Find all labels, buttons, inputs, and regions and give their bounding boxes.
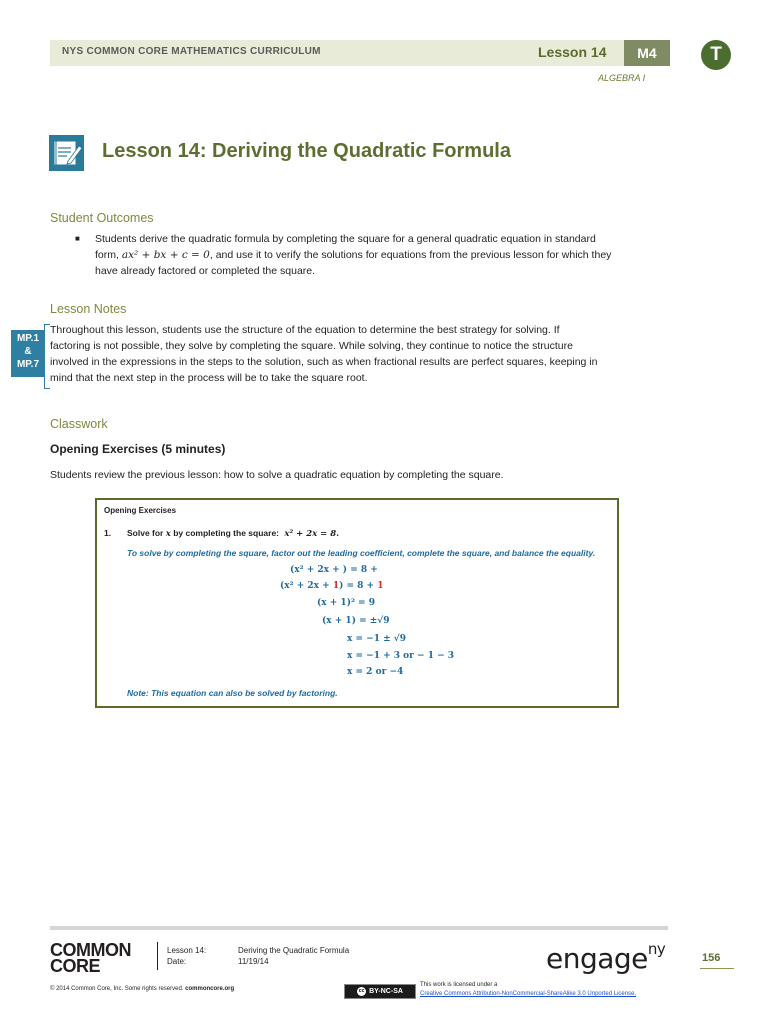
solution-step-2: (x² + 2x + 1) = 8 + 1 — [280, 581, 384, 591]
exercise-number: 1. — [104, 528, 112, 538]
notebook-pencil-icon — [49, 135, 84, 171]
footer-separator — [157, 942, 158, 970]
page-title: Lesson 14: Deriving the Quadratic Formula — [102, 140, 511, 162]
footer-rule — [50, 926, 668, 930]
page-number-rule — [700, 968, 734, 969]
box-heading: Opening Exercises — [104, 506, 177, 515]
solution-step-4: (x + 1) = ±√9 — [322, 616, 390, 626]
course-label: ALGEBRA I — [598, 73, 646, 83]
exercise-note: Note: This equation can also be solved by factoring. — [127, 688, 338, 698]
common-core-logo: COMMON CORE — [50, 940, 131, 976]
module-badge: M4 — [624, 40, 670, 66]
license-text: This work is licensed under a Creative Commons Attribution-NonCommercial-ShareAlike 3.0 Unported License. — [420, 982, 637, 997]
curriculum-label: NYS COMMON CORE MATHEMATICS CURRICULUM — [62, 46, 321, 57]
cc-license-badge[interactable]: cc BY-NC-SA — [344, 984, 416, 999]
solution-step-5: x = −1 ± √9 — [347, 634, 406, 644]
solution-step-7: x = 2 or −4 — [347, 667, 404, 677]
opening-exercises-subheading: Opening Exercises (5 minutes) — [50, 442, 226, 456]
engageny-logo: engage$^{ny}$ — [546, 940, 666, 975]
license-link[interactable]: Creative Commons Attribution-NonCommercial-ShareAlike 3.0 Unported License. — [420, 991, 637, 997]
solution-step-1: (x² + 2x + ) = 8 + — [290, 565, 378, 575]
solution-step-3: (x + 1)² = 9 — [317, 598, 375, 608]
footer-values: Deriving the Quadratic Formula 11/19/14 — [238, 946, 350, 966]
exercise-prompt: Solve for x by completing the square: x² + 2x = 8. — [127, 528, 340, 539]
lesson-notes-text: Throughout this lesson, students use the structure of the equation to determine the best strategy for solving. If factoring is not possible, they solve by completing the square. While solving, they continue to notice the structure involved in the expressions in the steps to the solution, such as when fractional results are perfect squares, keeping in mind that the next step in the process will be to take the square root. — [50, 324, 598, 384]
creative-commons-icon: cc — [358, 988, 365, 994]
page-number: 156 — [702, 952, 721, 964]
teacher-badge: T — [701, 40, 731, 70]
lesson-notes-heading: Lesson Notes — [50, 302, 127, 316]
solution-step-6: x = −1 + 3 or − 1 − 3 — [347, 651, 455, 661]
copyright: © 2014 Common Core, Inc. Some rights reserved. commoncore.org — [50, 986, 235, 992]
lesson-label: Lesson 14 — [538, 44, 607, 60]
bullet-square-icon: ■ — [75, 234, 80, 243]
student-outcome-bullet: Students derive the quadratic formula by completing the square for a general quadratic equation in standard form, ax² + bx + c = 0, and use it to verify the solutions for equations from the previous lesson for which they have already factored or completed the square. — [95, 233, 612, 277]
exercise-instruction: To solve by completing the square, factor out the leading coefficient, complete the square, and balance the equality. — [127, 548, 596, 558]
classwork-intro: Students review the previous lesson: how to solve a quadratic equation by completing the square. — [50, 469, 504, 481]
footer-labels: Lesson 14: Date: — [167, 946, 207, 966]
student-outcomes-heading: Student Outcomes — [50, 211, 154, 225]
classwork-heading: Classwork — [50, 417, 108, 431]
mp-standards-badge: MP.1 & MP.7 — [11, 330, 45, 377]
